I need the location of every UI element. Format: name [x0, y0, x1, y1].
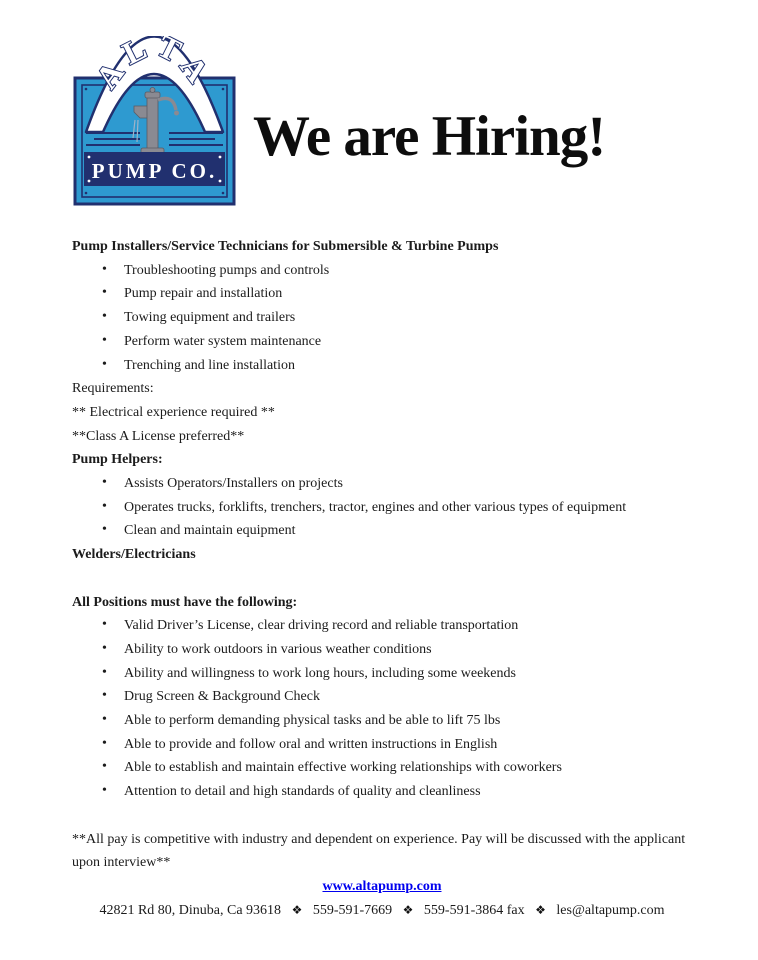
list-item: • Operates trucks, forklifts, trenchers, tractor, engines and other various types of equipment	[72, 496, 692, 520]
list-item: • Able to provide and follow oral and written instructions in English	[72, 733, 692, 757]
blank-line	[72, 804, 692, 828]
website-link[interactable]: www.altapump.com	[322, 878, 442, 894]
logo-banner	[84, 152, 225, 186]
list-item: • Valid Driver’s License, clear driving record and reliable transportation	[72, 614, 692, 638]
helpers-bullet-list	[72, 472, 692, 543]
page-title: We are Hiring!	[253, 105, 606, 168]
contact-line	[72, 899, 692, 923]
pay-note: **All pay is competitive with industry and dependent on experience. Pay will be discussed with the applicant upon interview**	[72, 831, 686, 871]
list-item: • Drug Screen & Background Check	[72, 685, 692, 709]
list-item: • Troubleshooting pumps and controls	[72, 259, 692, 283]
list-item: • Attention to detail and high standards of quality and cleanliness	[72, 780, 692, 804]
diamond-separator-icon: ❖	[402, 902, 414, 917]
list-item: • Towing equipment and trailers	[72, 306, 692, 330]
flyer-header	[72, 36, 692, 213]
street-address: 42821 Rd 80, Dinuba, Ca 93618	[99, 902, 282, 918]
list-item: • Ability to work outdoors in various weather conditions	[72, 638, 692, 662]
section-heading-welders: Welders/Electricians	[72, 547, 196, 563]
list-item: • Clean and maintain equipment	[72, 519, 692, 543]
list-item: • Able to perform demanding physical tasks and be able to lift 75 lbs	[72, 709, 692, 733]
requirement-electrical: ** Electrical experience required **	[72, 404, 275, 420]
email-address: les@altapump.com	[556, 902, 665, 918]
list-item: • Ability and willingness to work long hours, including some weekends	[72, 662, 692, 686]
website-line	[72, 875, 692, 899]
alta-pump-logo	[72, 36, 237, 213]
list-item: • Trenching and line installation	[72, 354, 692, 378]
list-item: • Perform water system maintenance	[72, 330, 692, 354]
section-heading-helpers: Pump Helpers:	[72, 452, 163, 468]
section-heading-all-positions: All Positions must have the following:	[72, 594, 298, 610]
logo-arch-text: ALTA	[88, 36, 221, 96]
installers-bullet-list	[72, 259, 692, 378]
diamond-separator-icon: ❖	[535, 902, 546, 917]
list-item: • Pump repair and installation	[72, 282, 692, 306]
list-item: • Able to establish and maintain effective working relationships with coworkers	[72, 756, 692, 780]
list-item: • Assists Operators/Installers on projects	[72, 472, 692, 496]
requirements-label: Requirements:	[72, 381, 154, 397]
section-heading-installers: Pump Installers/Service Technicians for Submersible & Turbine Pumps	[72, 239, 499, 254]
flyer-body	[72, 235, 692, 922]
diamond-separator-icon: ❖	[291, 902, 303, 917]
alta-pump-logo-graphic	[72, 36, 237, 208]
blank-line	[72, 567, 692, 591]
all-positions-bullet-list	[72, 614, 692, 804]
requirement-license: **Class A License preferred**	[72, 428, 245, 444]
fax-number: 559-591-3864 fax	[423, 902, 525, 918]
phone-number: 559-591-7669	[312, 902, 393, 918]
logo-banner-text: PUMP CO.	[91, 159, 218, 183]
